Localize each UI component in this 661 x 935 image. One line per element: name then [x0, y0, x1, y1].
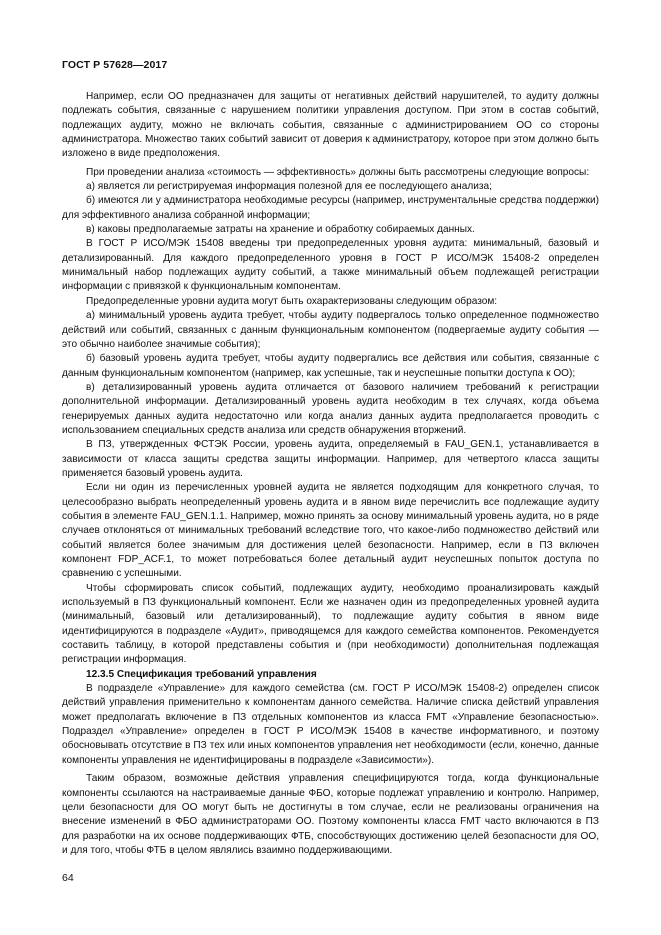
paragraph: При проведении анализа «стоимость — эффективность» должны быть рассмотрены следующие вопросы: — [86, 166, 590, 178]
paragraph: В ГОСТ Р ИСО/МЭК 15408 введены три предопределенных уровня аудита: минимальный, базовый и детализированный. Для каждого предопределенного уровня в ГОСТ Р ИСО/МЭК 15408-2 определен минимальный набор подлежащих аудиту событий, а также минимальный объем подлежащей регистрации информации с привязкой к функциональным компонентам. — [62, 238, 599, 293]
paragraph: В ПЗ, утвержденных ФСТЭК России, уровень аудита, определяемый в FAU_GEN.1, устанавливается в зависимости от класса защиты средства защиты информации. Например, для четвертого класса защиты применяется базовый уровень аудита. — [62, 439, 599, 479]
list-item: в) детализированный уровень аудита отличается от базового наличием требований к регистрации дополнительной информации. Детализированный уровень аудита необходим в тех случаях, когда объема генерируемых данных аудита недостаточно или когда анализ данных аудита предполагается проводить с использованием специальных средств анализа или средств обнаружения вторжений. — [62, 381, 599, 436]
list-item: в) каковы предполагаемые затраты на хранение и обработку собираемых данных. — [86, 224, 475, 236]
paragraph: Предопределенные уровни аудита могут быть охарактеризованы следующим образом: — [86, 295, 498, 307]
list-item: б) имеются ли у администратора необходимые ресурсы (например, инструментальные средства поддержки) для эффективного анализа собранной информации; — [62, 195, 599, 221]
page-body — [62, 90, 599, 858]
list-item: а) минимальный уровень аудита требует, чтобы аудиту подвергалось только определенное подмножество действий или событий, связанных с данным функциональным компонентом (подвергаемые аудиту события — это обычно наиболее значимые события); — [62, 310, 599, 350]
section-heading: 12.3.5 Спецификация требований управления — [86, 668, 317, 680]
paragraph: В подразделе «Управление» для каждого семейства (см. ГОСТ Р ИСО/МЭК 15408-2) определен список действий управления применительно к компонентам данного семейства. Наличие списка действий управления может предполагать включение в ПЗ отдельных компонентов из класса FMT «Управление безопасностью». Подраздел «Управление» определен в ГОСТ Р ИСО/МЭК 15408 в качестве информативного, и поэтому обосновывать отсутствие в ПЗ тех или иных компонентов управления нет необходимости (если, конечно, данные компоненты управления не идентифицированы в подразделе «Зависимости»). — [62, 683, 599, 766]
paragraph: Таким образом, возможные действия управления специфицируются тогда, когда функциональные компоненты ссылаются на настраиваемые данные ФБО, которые подлежат управлению и контролю. Например, цели безопасности для ОО могут быть не достигнуты в том случае, если не реализованы ограничения на внесение изменений в ФБО администраторами ОО. Поэтому компоненты класса FMT часто включаются в ПЗ для разработки на их основе поддерживающих ФТБ, способствующих достижению целей безопасности для ОО, и для того, чтобы ФТБ в целом являлись взаимно поддерживающими. — [62, 773, 599, 856]
list-item: а) является ли регистрируемая информация полезной для ее последующего анализа; — [86, 181, 492, 193]
list-item: б) базовый уровень аудита требует, чтобы аудиту подвергались все действия или события, связанные с данным функциональным компонентом (например, как успешные, так и неуспешные попытки доступа к ОО); — [62, 353, 599, 379]
standard-header: ГОСТ Р 57628—2017 — [62, 59, 168, 71]
paragraph: Если ни один из перечисленных уровней аудита не является подходящим для конкретного случая, то целесообразно выбрать неопределенный уровень аудита и в явном виде перечислить все подлежащие аудиту события в элементе FAU_GEN.1.1. Например, можно принять за основу минимальный уровень аудита, но в ряде случаев отклоняться от минимальных требований вследствие того, что какое-либо подмножество действий или событий является более значимым для достижения целей безопасности. Например, если в ПЗ включен компонент FDP_ACF.1, то может потребоваться более детальный аудит неуспешных попыток доступа по сравнению с успешными. — [62, 482, 599, 580]
paragraph: Например, если ОО предназначен для защиты от негативных действий нарушителей, то аудиту должны подлежать события, связанные с нарушением политики управления доступом. При этом в состав событий, подлежащих аудиту, можно не включать события, связанные с администрированием ОО со стороны администратора. Множество таких событий зависит от доверия к администратору, которое при этом должно быть изложено в виде предположения. — [62, 91, 599, 160]
paragraph: Чтобы сформировать список событий, подлежащих аудиту, необходимо проанализировать каждый используемый в ПЗ функциональный компонент. Если же назначен один из предопределенных уровней аудита (минимальный, базовый или детализированный), то подлежащие аудиту события в явном виде идентифицируются в подразделе «Аудит», приводящемся для каждого семейства компонентов. Рекомендуется составить таблицу, в которой представлены события и (при необходимости) дополнительная подлежащая регистрации информация. — [62, 582, 599, 666]
page-number: 64 — [62, 872, 74, 884]
